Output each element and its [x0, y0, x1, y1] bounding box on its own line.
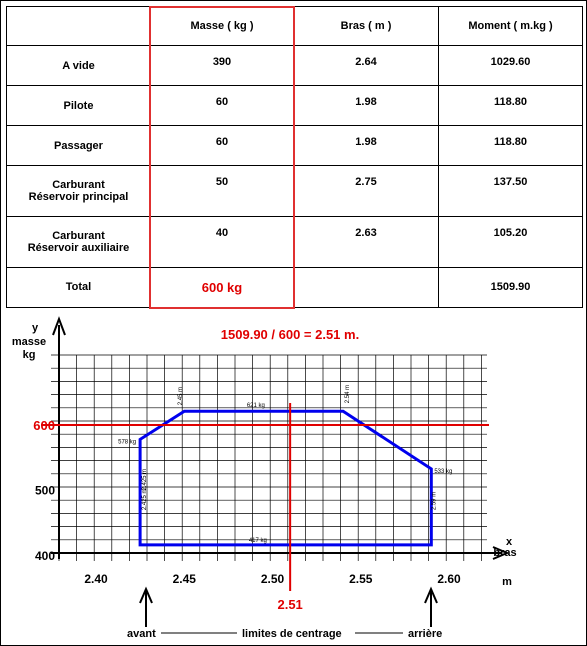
envelope-corner-label: 2.54 m	[345, 384, 352, 404]
computed-mass-label: 600	[33, 418, 55, 433]
y-tick-labels	[35, 484, 55, 564]
centering-envelope-diagram	[1, 311, 586, 645]
envelope-corner-label: 2.425 m	[142, 468, 149, 491]
table-row	[7, 166, 583, 217]
y-tick-label: 400	[34, 549, 55, 563]
row-mass: 50	[151, 166, 294, 217]
row-moment: 118.80	[439, 86, 583, 126]
x-tick-label: 2.55	[349, 572, 373, 586]
x-axis-label-bras: bras	[493, 547, 517, 559]
row-mass: 60	[151, 86, 294, 126]
table-row	[7, 86, 583, 126]
row-label	[7, 46, 151, 86]
row-label-line-1: Total	[65, 281, 92, 294]
y-axis-label-masse: masse	[11, 336, 47, 348]
row-label	[7, 217, 151, 268]
x-axis-unit: m	[502, 576, 512, 588]
y-tick-label: 500	[34, 483, 55, 498]
arriere-label: arrière	[408, 628, 443, 640]
envelope-corner-label: 417 kg	[248, 537, 267, 544]
row-label	[7, 166, 151, 217]
row-arm: 2.63	[294, 217, 439, 268]
envelope-corner-label: 578 kg	[118, 439, 137, 446]
y-axis-label-unit: kg	[22, 349, 36, 361]
row-moment: 1029.60	[439, 46, 583, 86]
avant-label: avant	[127, 628, 156, 640]
computed-arm-label: 2.51	[277, 597, 303, 612]
envelope-corner-label: 2.425 m	[142, 488, 149, 511]
row-label-line-1: Carburant	[52, 179, 105, 192]
x-tick-label: 2.40	[84, 572, 108, 586]
row-mass: 40	[151, 217, 294, 268]
envelope-corner-labels	[118, 385, 452, 544]
envelope-corner-label: 621 kg	[246, 403, 265, 410]
row-arm: 1.98	[294, 126, 439, 166]
row-label-line-2: Réservoir principal	[28, 191, 129, 204]
table-row	[7, 126, 583, 166]
cg-equation: 1509.90 / 600 = 2.51 m.	[220, 327, 360, 342]
row-label-line-1: A vide	[62, 59, 95, 72]
header-arm: Bras ( m )	[294, 7, 439, 46]
row-arm: 2.64	[294, 46, 439, 86]
table-row	[7, 217, 583, 268]
envelope-corner-label: 2.45 m	[178, 386, 185, 406]
x-tick-label: 2.50	[260, 572, 285, 586]
total-arm	[294, 267, 439, 307]
header-moment: Moment ( m.kg )	[439, 7, 583, 46]
x-tick-label: 2.60	[437, 572, 461, 586]
row-label	[7, 267, 151, 307]
row-label-line-1: Pilote	[63, 99, 94, 112]
envelope-corner-label: 533 kg	[434, 468, 453, 475]
centering-envelope	[140, 411, 431, 545]
x-axis-label-x: x	[505, 536, 513, 548]
x-tick-label: 2.45	[172, 572, 196, 586]
row-mass: 60	[151, 126, 294, 166]
row-label-line-1: Carburant	[52, 229, 105, 242]
row-label	[7, 126, 151, 166]
row-mass: 390	[151, 46, 294, 86]
table-header-row	[7, 7, 583, 46]
row-moment: 118.80	[439, 126, 583, 166]
row-arm: 2.75	[294, 166, 439, 217]
x-tick-labels	[84, 572, 461, 586]
header-mass: Masse ( kg )	[151, 7, 294, 46]
row-moment: 137.50	[439, 166, 583, 217]
table-row	[7, 46, 583, 86]
row-label	[7, 86, 151, 126]
y-axis-label-y: y	[31, 322, 39, 334]
envelope-corner-label: 2.59 m	[431, 491, 438, 511]
row-label-line-1: Passager	[54, 139, 103, 152]
table-total-row	[7, 267, 583, 307]
row-label-line-2: Réservoir auxiliaire	[27, 241, 130, 254]
row-moment: 105.20	[439, 217, 583, 268]
row-arm: 1.98	[294, 86, 439, 126]
total-moment: 1509.90	[439, 267, 583, 307]
mass-balance-table	[6, 6, 583, 308]
header-empty	[7, 7, 151, 46]
total-mass: 600 kg	[151, 267, 294, 307]
limites-label: limites de centrage	[242, 628, 342, 640]
diagram-grid	[51, 355, 487, 561]
